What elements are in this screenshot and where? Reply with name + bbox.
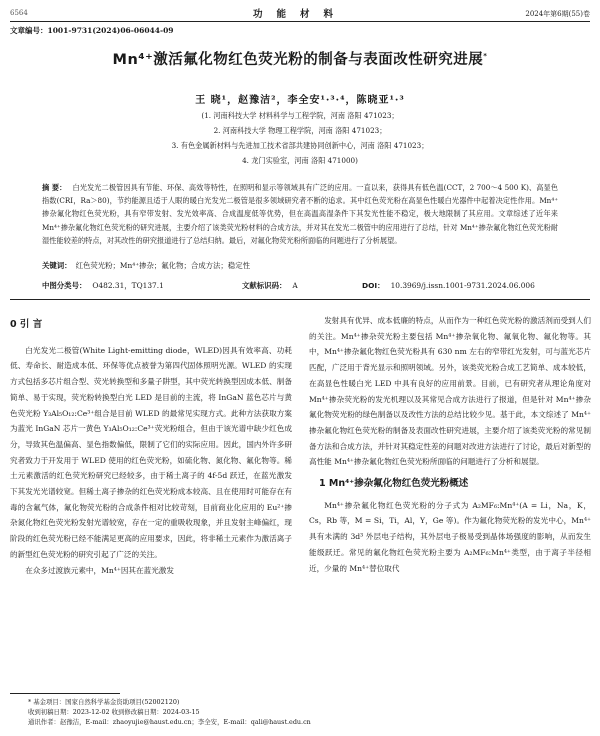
- section-1-heading: 1 Mn⁴⁺掺杂氟化物红色荧光粉概述: [319, 478, 469, 490]
- paper-title-text: Mn⁴⁺激活氟化物红色荧光粉的制备与表面改性研究进展: [112, 52, 484, 68]
- clc-code: [42, 280, 164, 291]
- abstract-text: 白光发光二极管因具有节能、环保、高效等特性，在照明和显示等领域具有广泛的应用。一直以来，获得具有低色温(CCT，2 700～4 500 K)、高显色指数(CRI，Ra＞80)，节约能源且适于人眼的暖白光发光二极管是很多领域研究者不断的追求。其中红色荧光粉在高显色性暖白光器件中起着决定性作用。Mn⁴⁺掺杂氟化物红色荧光粉，具有窄带发射、发光效率高、合成温度低等优势，但在高温高湿条件下其发光性能不稳定，极大地限制了其应用。文章综述了近年来 Mn⁴⁺掺杂氟化物红色荧光粉的研究进展，主要介绍了该类荧光粉材料的合成方法，并对其在发光二极管中的应用进行了总结，针对 Mn⁴⁺掺杂氟化物红色荧光粉耐湿性能较差的特点，对其改性的研究报道进行了总结归纳。最后，对氟化物荧光粉所面临的问题进行了分析展望。: [42, 183, 558, 245]
- author-list: 王 晓¹，赵豫洁²，李全安¹·³·⁴，陈晓亚¹·³: [195, 95, 405, 106]
- issue-info: 2024年第6期(55)卷: [525, 10, 590, 18]
- affiliation-2: 2. 河南科技大学 物理工程学院，河南 洛阳 471023；: [213, 126, 387, 135]
- doi-label: DOI：: [362, 281, 385, 290]
- journal-name: 功能材料: [252, 9, 347, 20]
- body-paragraph: 发射具有优异、成本低廉的特点，从而作为一种红色荧光粉的激活剂而受到人们的关注。Mn⁴⁺掺杂荧光粉主要包括 Mn⁴⁺掺杂氧化物、氟氧化物、氟化物等。其中，Mn⁴⁺掺杂氟化物红色荧光粉具有 630 nm 左右的窄带红光发射，可与蓝光芯片匹配，广泛用于背光显示和照明领域。另外，该类荧光粉合成工艺简单、成本较低，在高显色性暖白光 LED 中具有良好的应用前景。目前，已有研究者从理论角度对 Mn⁴⁺掺杂荧光粉的发光机理以及其常见合成方法进行了报道，但是针对 Mn⁴⁺掺杂氟化物荧光粉的绿色制备以及改性方法的总结比较少见。基于此，本文综述了 Mn⁴⁺掺杂氟化物红色荧光粉的制备及表面改性研究进展，主要介绍了该类荧光粉的常见制备方法和合成方法，并针对其稳定性差的问题对改进方法进行了讨论，最后对新型的高性能 Mn⁴⁺掺杂氟化物红色荧光粉所面临的问题进行了分析和展望。: [309, 316, 591, 467]
- article-number: 文章编号：1001-9731(2024)06-06044-09: [10, 26, 174, 35]
- section-0-heading: 0 引 言: [10, 319, 43, 330]
- body-paragraph: 在众多过渡族元素中，Mn⁴⁺因其在蓝光激发: [25, 565, 174, 575]
- footnote-dates: 收到初稿日期：2023-12-02 收到修改稿日期：2024-03-15: [28, 708, 200, 716]
- left-column: [10, 313, 292, 578]
- footnotes: [28, 697, 311, 727]
- header-rule: [10, 21, 590, 22]
- affiliation-3: 3. 有色金属新材料与先进加工技术省部共建协同创新中心，河南 洛阳 471023；: [171, 141, 429, 150]
- page-number: 6564: [10, 9, 28, 17]
- footnote-funding: * 基金项目：国家自然科学基金资助项目(52002120): [28, 698, 180, 706]
- footnote-rule: [10, 693, 120, 694]
- right-column: [309, 313, 591, 576]
- clc-label: 中图分类号：: [42, 281, 87, 290]
- title-footnote-mark: *: [483, 52, 488, 61]
- keywords-label: 关键词：: [42, 261, 72, 270]
- abstract-label: 摘 要：: [42, 183, 67, 192]
- document-code-label: 文献标识码：: [242, 281, 287, 290]
- clc-value: O482.31，TQ137.1: [92, 281, 164, 290]
- doi: [362, 280, 535, 291]
- affiliation-4: 4. 龙门实验室，河南 洛阳 471000): [242, 156, 358, 165]
- abstract-rule: [10, 299, 590, 300]
- abstract: [42, 181, 558, 247]
- affiliation-1: (1. 河南科技大学 材料科学与工程学院，河南 洛阳 471023；: [201, 111, 399, 120]
- keywords-text: 红色荧光粉；Mn⁴⁺掺杂；氟化物；合成方法；稳定性: [75, 261, 250, 270]
- paper-title: [0, 48, 600, 69]
- body-paragraph: 白光发光二极管(White Light-emitting diode，WLED)因具有效率高、功耗低、寿命长、耐造成本低、环保等优点被誉为第四代固体照明光源。WLED 的实现方式包括多芯片组合型、荧光转换型和多量子阱型，其中荧光转换型因成本低、制备简单、易于实现，荧光粉转换型白光 LED 是目前的主流，将 InGaN 蓝色芯片与黄色荧光粉 Y₃Al₅O₁₂:Ce³⁺组合是目前 WLED 的最常见实现方式。此种方法获取方案为蓝光 InGaN 芯片一黄色 Y₃Al₅O₁₂:Ce³⁺荧光粉组合，但由于该光谱中缺少红色成分，导致其色温偏高、显色指数偏低，限制了它们的实际应用。因此，国内外许多研究者致力于开发用于 WLED 使用的红色荧光粉，如硫化物、氮化物、氟化物等。稀土元素激活的红色荧光粉研究已经较多，由于稀土离子的 4f-5d 跃迁，在蓝光激发下其发光光谱较宽。但稀土离子掺杂的红色荧光粉成本较高、且在使用时可能存在有毒的含氟气体，氟化物荧光粉的合成条件相对比较苛刻，目前商业化应用的 Eu²⁺掺杂氮化物红色荧光粉发射光谱较宽，存在一定的重吸收现象，并且发射主峰偏红，现阶段的红色荧光粉已经不能满足更高的应用要求，因此，将非稀土元素作为激活离子的新型红色荧光粉的研究引起了广泛的关注。: [10, 345, 292, 559]
- keywords: [42, 260, 558, 271]
- running-header: [10, 5, 590, 21]
- footnote-correspondence: 通讯作者：赵豫洁，E-mail：zhaoyujie@haust.edu.cn；李全安，E-mail：qali@haust.edu.cn: [28, 718, 311, 726]
- body-paragraph: Mn⁴⁺掺杂氟化物红色荧光粉的分子式为 A₂MF₆:Mn⁴⁺(A = Li，Na，K，Cs，Rb 等，M = Si，Ti，Al，Y，Ge 等)。作为氟化物荧光粉的发光中心，Mn⁴⁺具有未满的 3d³ 外层电子结构，其外层电子极易受到晶体场强度的影响，从而发生能级跃迁。常见的氟化物红色荧光粉主要为 A₂MF₆:Mn⁴⁺类型，由于离子半径相近，少量的 Mn⁴⁺替位取代: [309, 500, 591, 573]
- document-code-value: A: [292, 281, 298, 290]
- document-code: [242, 280, 298, 291]
- doi-value: 10.3969/j.issn.1001-9731.2024.06.006: [390, 281, 535, 290]
